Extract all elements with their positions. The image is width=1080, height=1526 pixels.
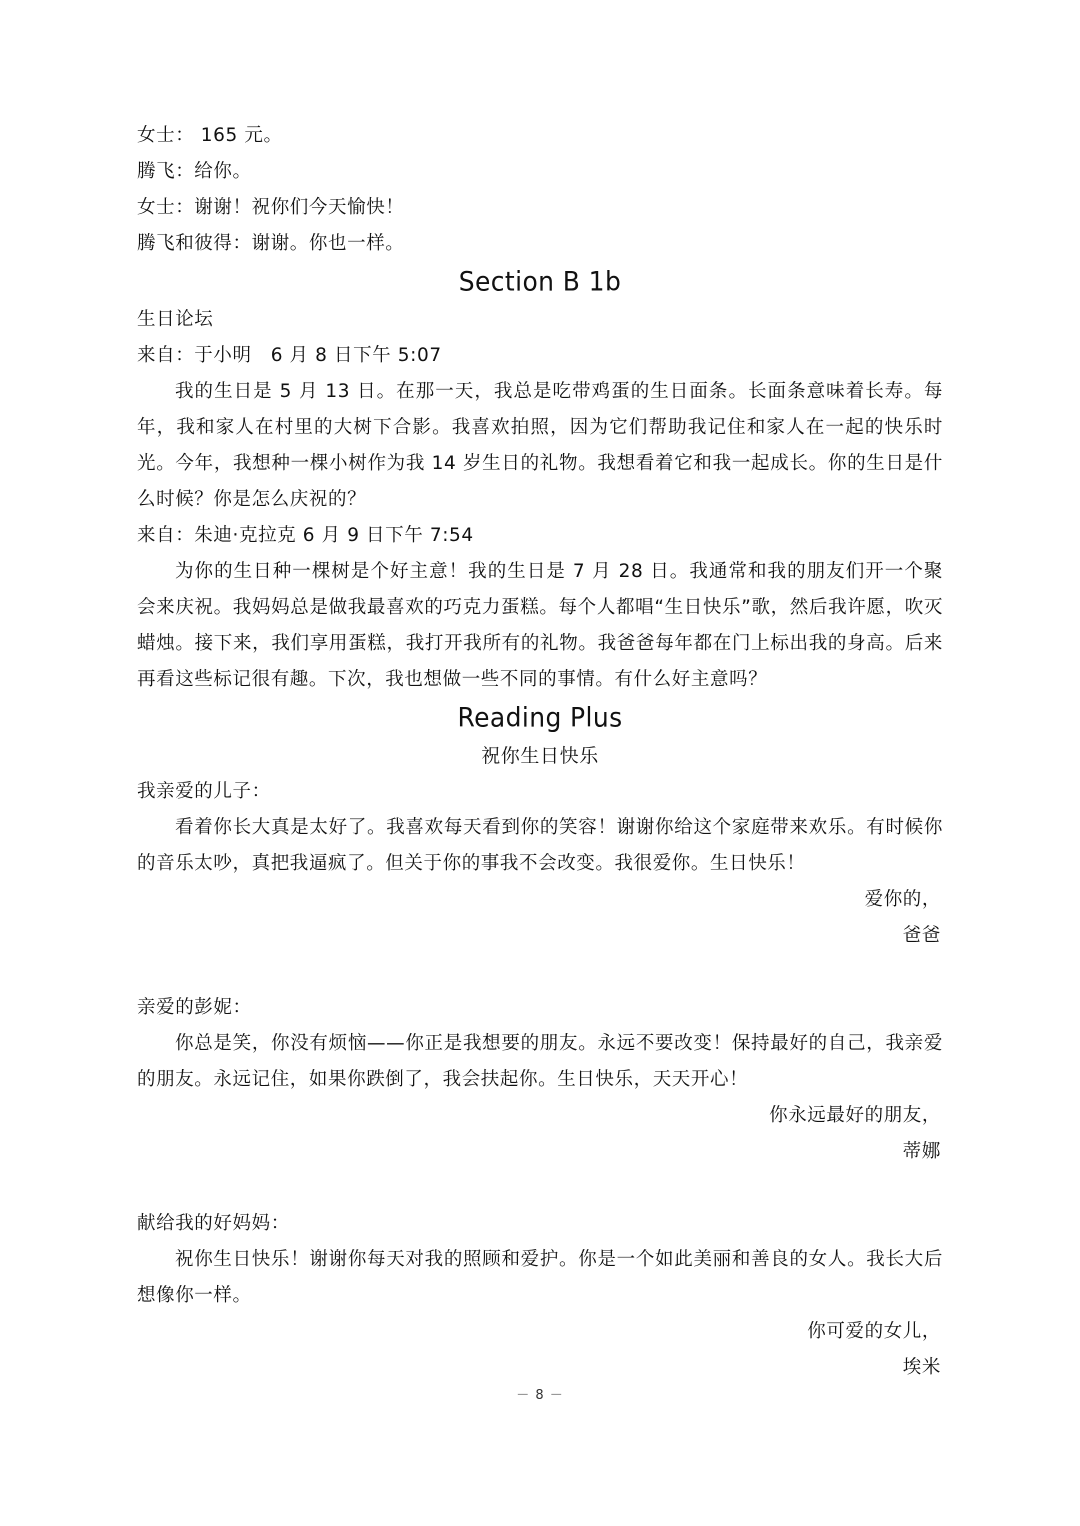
letter-body: 祝你生日快乐！谢谢你每天对我的照顾和爱护。你是一个如此美丽和善良的女人。我长大后想像你一样。	[137, 1249, 943, 1306]
letter-signature: 爸爸	[902, 925, 941, 946]
letter-signature: 蒂娜	[902, 1141, 941, 1162]
spacer	[137, 954, 943, 990]
letter-greeting: 亲爱的彭妮：	[137, 997, 252, 1018]
letter-body: 看着你长大真是太好了。我喜欢每天看到你的笑容！谢谢你给这个家庭带来欢乐。有时候你的音乐太吵，真把我逼疯了。但关于你的事我不会改变。我很爱你。生日快乐！	[137, 817, 943, 874]
post-2-from: 来自：朱迪·克拉克 6 月 9 日下午 7:54	[137, 525, 474, 546]
post-1-body: 我的生日是 5 月 13 日。在那一天，我总是吃带鸡蛋的生日面条。长面条意味着长寿。每年，我和家人在村里的大树下合影。我喜欢拍照，因为它们帮助我记住和家人在一起的快乐时光。今年，我想种一棵小树作为我 14 岁生日的礼物。我想看着它和我一起成长。你的生日是什么时候？你是怎么庆祝的？	[137, 381, 943, 510]
post-1-from: 来自：于小明 6 月 8 日下午 5:07	[137, 345, 442, 366]
letter-greeting: 我亲爱的儿子：	[137, 781, 271, 802]
reading-plus-subtitle: 祝你生日快乐	[481, 745, 599, 767]
letter-2	[137, 990, 943, 1170]
reading-plus-heading: Reading Plus	[457, 702, 623, 733]
dialogue-line: 女士： 165 元。	[137, 125, 283, 146]
letter-closing: 爱你的，	[864, 889, 941, 910]
page-number: － 8 －	[516, 1388, 564, 1403]
letter-body: 你总是笑，你没有烦恼——你正是我想要的朋友。永远不要改变！保持最好的自己，我亲爱的朋友。永远记住，如果你跌倒了，我会扶起你。生日快乐，天天开心！	[137, 1033, 943, 1090]
page-content	[137, 118, 943, 1386]
letter-signature: 埃米	[902, 1357, 941, 1378]
post-2-body: 为你的生日种一棵树是个好主意！我的生日是 7 月 28 日。我通常和我的朋友们开一个聚会来庆祝。我妈妈总是做我最喜欢的巧克力蛋糕。每个人都唱“生日快乐”歌，然后我许愿，吹灭蜡烛。接下来，我们享用蛋糕，我打开我所有的礼物。我爸爸每年都在门上标出我的身高。后来再看这些标记很有趣。下次，我也想做一些不同的事情。有什么好主意吗？	[137, 561, 943, 690]
letter-closing: 你永远最好的朋友，	[769, 1105, 941, 1126]
letter-1	[137, 774, 943, 954]
forum-title: 生日论坛	[137, 309, 214, 330]
dialogue-line: 腾飞和彼得：谢谢。你也一样。	[137, 233, 405, 254]
section-b-heading: Section B 1b	[458, 266, 622, 297]
dialogue-line: 腾飞：给你。	[137, 161, 252, 182]
letter-3	[137, 1206, 943, 1386]
letter-closing: 你可爱的女儿，	[807, 1321, 941, 1342]
spacer	[137, 1170, 943, 1206]
dialogue-line: 女士：谢谢！祝你们今天愉快！	[137, 197, 405, 218]
letter-greeting: 献给我的好妈妈：	[137, 1213, 290, 1234]
